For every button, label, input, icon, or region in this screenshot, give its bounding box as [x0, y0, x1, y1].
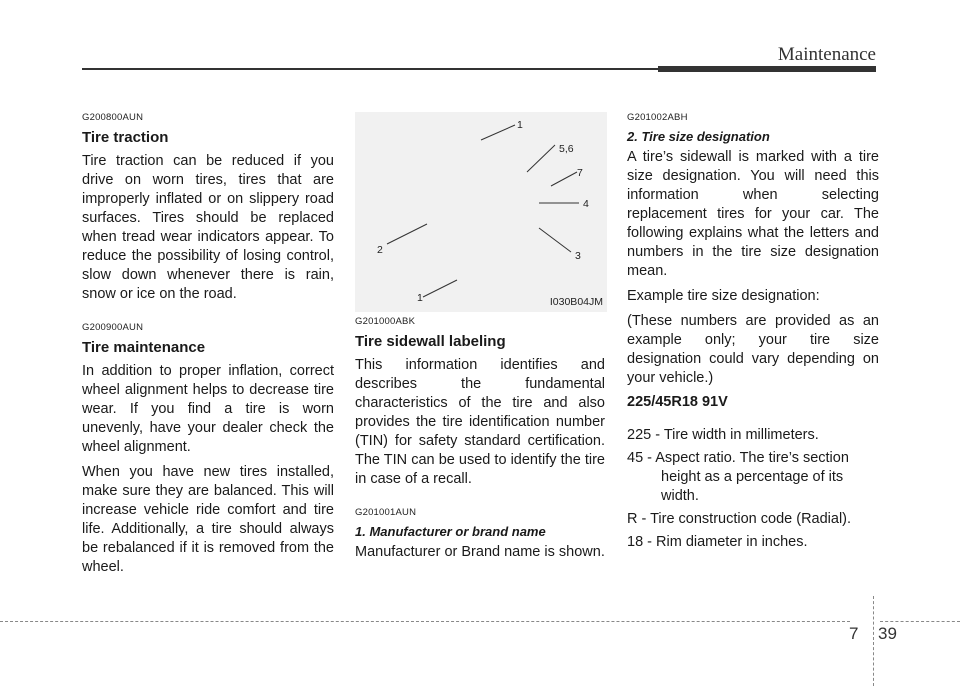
figure-code: I030B04JM — [549, 296, 603, 308]
section-code-traction: G200800AUN — [82, 112, 144, 123]
heading-tire-traction: Tire traction — [82, 129, 169, 146]
page-number: 39 — [878, 624, 897, 643]
footer-rule-right — [880, 621, 960, 623]
size-item-aspect-ratio: 45 - Aspect ratio. The tire’s section height as a percentage of its width. — [627, 450, 849, 504]
paragraph-size-3: (These numbers are provided as an example only; your tire size designation could vary depending on your vehicle.) — [627, 313, 879, 386]
size-item-construction: R - Tire construction code (Radial). — [627, 511, 852, 527]
callout-label-1-bottom: 1 — [417, 292, 423, 304]
callout-label-7: 7 — [577, 167, 583, 179]
section-code-sidewall: G201000ABK — [355, 316, 416, 327]
callout-label-5-6: 5,6 — [559, 143, 574, 155]
column-middle — [355, 316, 605, 568]
callout-line-3 — [539, 228, 571, 252]
callout-label-1-top: 1 — [517, 119, 523, 131]
subheading-brand-name: 1. Manufacturer or brand name — [355, 524, 546, 539]
section-code-maintenance: G200900AUN — [82, 322, 144, 333]
figure-callouts — [355, 112, 607, 312]
heading-tire-maintenance: Tire maintenance — [82, 339, 206, 356]
section-code-brand: G201001AUN — [355, 507, 417, 518]
callout-line-1-top — [481, 125, 515, 140]
paragraph-size-1: A tire’s sidewall is marked with a tire size designation. You will need this information when selecting replacement tires for your car. The following explains what the letters and numbers in the tire size designation mean. — [627, 149, 879, 279]
size-item-width: 225 - Tire width in millimeters. — [627, 427, 819, 443]
tire-sidewall-figure — [355, 112, 607, 312]
paragraph-brand: Manufacturer or Brand name is shown. — [355, 544, 605, 560]
paragraph-tire-traction: Tire traction can be reduced if you drive on worn tires, tires that are improperly inflated or on slippery road surfaces. Tires should be replaced when tread wear indicators appear. To reduce the possibility of losing control, slow down whenever there is rain, snow or ice on the road. — [82, 153, 334, 302]
chapter-number: 7 — [849, 624, 859, 643]
paragraph-maintenance-2: When you have new tires installed, make sure they are balanced. This will increase vehicle ride comfort and tire life. Additionally, a tire should always be rebalanced if it is removed from the wheel. — [82, 464, 334, 575]
tire-size-example: 225/45R18 91V — [627, 394, 728, 410]
header-rule — [82, 68, 660, 70]
footer-rule — [0, 621, 850, 623]
column-right — [627, 112, 879, 556]
callout-line-2 — [387, 224, 427, 244]
paragraph-maintenance-1: In addition to proper inflation, correct wheel alignment helps to decrease tire wear. If you find a tire is worn unevenly, have your dealer check the wheel alignment. — [82, 363, 334, 455]
callout-line-7 — [551, 172, 577, 186]
footer-divider — [873, 596, 875, 686]
header-rule-accent — [658, 66, 876, 72]
callout-label-4: 4 — [583, 198, 589, 210]
section-code-size: G201002ABH — [627, 112, 688, 123]
column-left — [82, 112, 334, 583]
callout-label-2: 2 — [377, 244, 383, 256]
heading-tire-sidewall-labeling: Tire sidewall labeling — [355, 333, 506, 350]
callout-label-3: 3 — [575, 250, 581, 262]
paragraph-size-2: Example tire size designation: — [627, 288, 820, 304]
size-item-rim: 18 - Rim diameter in inches. — [627, 534, 808, 550]
header-title: Maintenance — [777, 44, 876, 65]
callout-line-5-6 — [527, 145, 555, 172]
callout-line-1-bottom — [423, 280, 457, 297]
subheading-tire-size: 2. Tire size designation — [627, 129, 770, 144]
paragraph-sidewall: This information identifies and describes the fundamental characteristics of the tire and also provides the tire identification number (TIN) for safety standard certification. The TIN can be used to identify the tire in case of a recall. — [355, 357, 605, 487]
